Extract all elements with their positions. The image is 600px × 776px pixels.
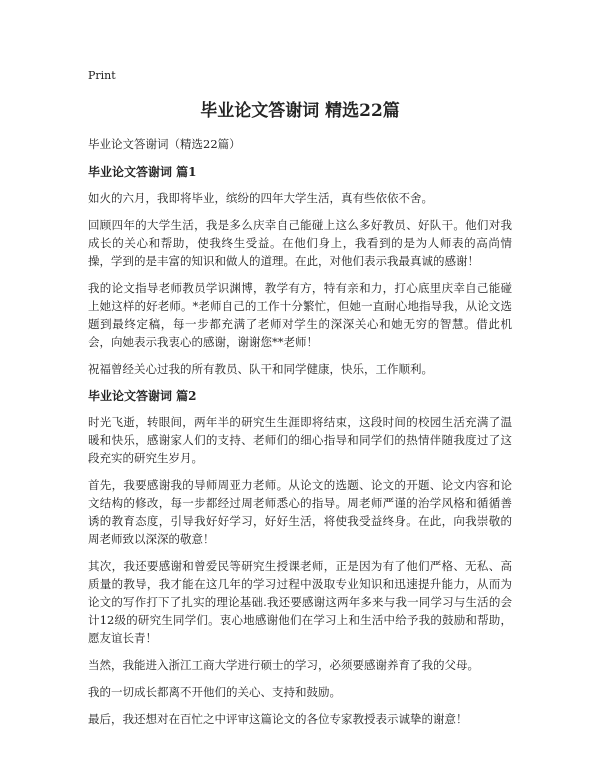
paragraph: 首先，我要感谢我的导师周亚力老师。从论文的选题、论文的开题、论文内容和论文结构的修改，每一步都经过周老师悉心的指导。周老师严谨的治学风格和循循善诱的教育态度，引导我好好学习，好好生活，将使我受益终身。在此，向我崇敬的周老师致以深深的敬意！: [88, 478, 512, 546]
paragraph: 如火的六月，我即将毕业，缤纷的四年大学生活，真有些依依不舍。: [88, 191, 433, 205]
paragraph: 回顾四年的大学生活，我是多么庆幸自己能碰上这么多好教员、好队干。他们对我成长的关心和帮助，使我终生受益。在他们身上，我看到的是为人师表的高尚情操，学到的是丰富的知识和做人的道理。在此，对他们表示我最真诚的感谢！: [88, 218, 512, 268]
paragraph: 时光飞逝，转眼间，两年半的研究生生涯即将结束，这段时间的校园生活充满了温暖和快乐，感谢家人们的支持、老师们的细心指导和同学们的热情伴随我度过了这段充实的研究生岁月。: [88, 415, 512, 465]
paragraph: 当然，我能进入浙江工商大学进行硕士的学习，必须要感谢养育了我的父母。: [88, 658, 479, 672]
paragraph: 最后，我还想对在百忙之中评审这篇论文的各位专家教授表示诚挚的谢意！: [88, 712, 468, 726]
paragraph: 我的一切成长都离不开他们的关心、支持和鼓励。: [88, 685, 341, 699]
paragraph: 祝福曾经关心过我的所有教员、队干和同学健康，快乐，工作顺利。: [88, 362, 433, 376]
section-heading-2: 毕业论文答谢词 篇2: [88, 389, 197, 403]
document-title: 毕业论文答谢词 精选22篇: [200, 101, 400, 121]
print-link[interactable]: Print: [88, 69, 116, 82]
paragraph: 我的论文指导老师教员学识渊博，教学有方，特有亲和力，打心底里庆幸自己能碰上她这样的好老师。*老师自己的工作十分繁忙，但她一直耐心地指导我，从论文选题到最终定稿，每一步都充满了老师对学生的深深关心和她无穷的智慧。借此机会，向她表示我衷心的感谢，谢谢您**老师！: [88, 281, 512, 349]
document-subtitle: 毕业论文答谢词（精选22篇）: [88, 137, 241, 151]
section-heading-1: 毕业论文答谢词 篇1: [88, 165, 197, 179]
paragraph: 其次，我还要感谢和曾爱民等研究生授课老师，正是因为有了他们严格、无私、高质量的教导，我才能在这几年的学习过程中汲取专业知识和迅速提升能力，从而为论文的写作打下了扎实的理论基础.我还要感谢这两年多来与我一同学习与生活的会计12级的研究生同学们。衷心地感谢他们在学习上和生活中给予我的鼓励和帮助，愿友谊长青！: [88, 559, 512, 645]
